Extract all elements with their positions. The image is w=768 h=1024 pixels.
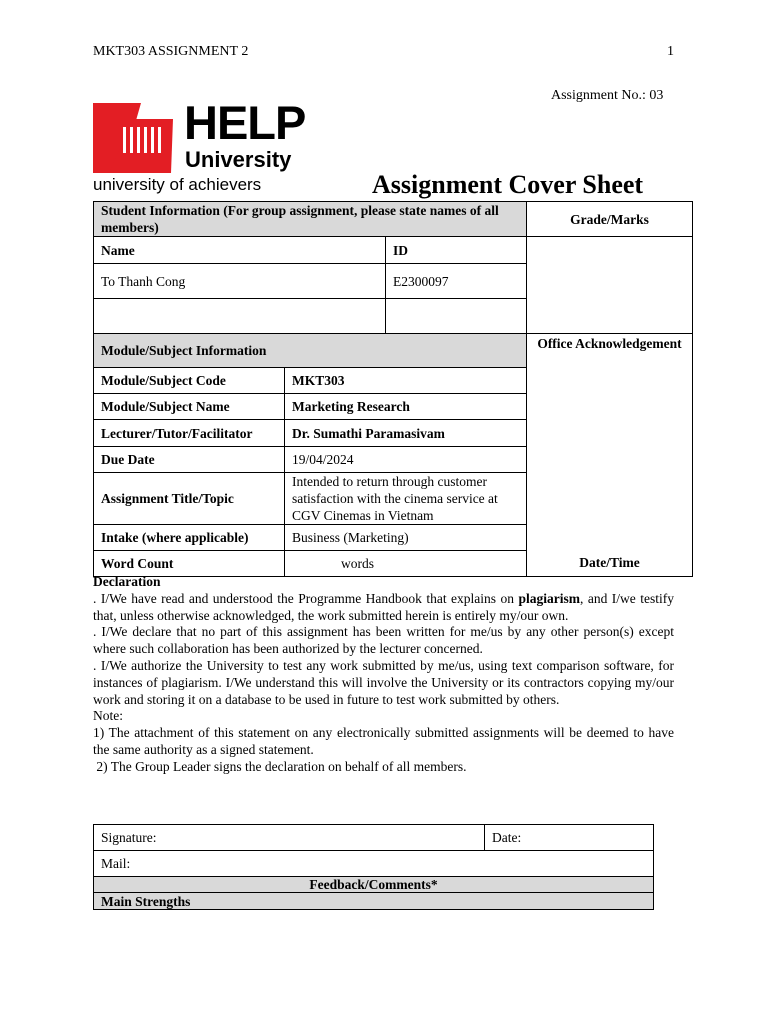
lecturer-label: Lecturer/Tutor/Facilitator [94,420,285,447]
note-1: 1) The attachment of this statement on any electronically submitted assignments will be deemed to have the same authority as a signed statement. [93,725,674,757]
running-title: MKT303 ASSIGNMENT 2 [93,44,249,59]
module-code-label: Module/Subject Code [94,368,285,394]
logo-brand: HELP [184,96,306,149]
page-title: Assignment Cover Sheet [372,170,644,199]
date-time-label: Date/Time [579,555,640,570]
declaration-paragraph-3: . I/We authorize the University to test any work submitted by me/us, using text comparison software, for instances of plagiarism. I/We understand this will involve the University or its contractors copying my/our work and storing it on a database to be used in future to test work submitted by others. [93,657,674,707]
note-2: 2) The Group Leader signs the declaration on behalf of all members. [93,758,467,774]
declaration-section [93,574,674,776]
student-id-cell[interactable] [386,299,527,334]
intake-value[interactable]: Business (Marketing) [285,525,527,551]
student-info-heading: Student Information (For group assignment, please state names of all members) [94,202,527,237]
module-code-value[interactable]: MKT303 [285,368,527,394]
grade-marks-heading: Grade/Marks [527,202,693,237]
id-label: ID [386,237,527,264]
module-info-heading: Module/Subject Information [94,334,527,368]
module-name-label: Module/Subject Name [94,394,285,420]
assignment-title-value[interactable]: Intended to return through customer satisfaction with the cinema service at CGV Cinemas in Vietnam [285,473,527,525]
lecturer-value[interactable]: Dr. Sumathi Paramasivam [285,420,527,447]
assignment-number: Assignment No.: 03 [551,88,664,103]
student-name-cell[interactable]: To Thanh Cong [94,264,386,299]
mail-field[interactable]: Mail: [94,851,654,877]
logo-mark-icon [93,103,177,173]
word-count-label: Word Count [94,551,285,577]
logo-sub: University [185,147,292,172]
module-name-value[interactable]: Marketing Research [285,394,527,420]
note-label: Note: [93,708,123,724]
logo-tagline: university of achievers [93,175,262,194]
assignment-title-label: Assignment Title/Topic [94,473,285,525]
feedback-heading: Feedback/Comments* [94,877,654,893]
declaration-paragraph-1: . I/We have read and understood the Programme Handbook that explains on plagiarism, and I/we testify that, unless otherwise acknowledged, the work submitted herein is entirely my/our own. [93,590,674,623]
cover-sheet-table [93,201,693,577]
office-acknowledgement-heading: Office Acknowledgement [537,336,682,351]
signature-field[interactable]: Signature: [94,825,485,851]
student-id-cell[interactable]: E2300097 [386,264,527,299]
signature-table [93,824,654,910]
declaration-heading: Declaration [93,574,161,589]
office-acknowledgement-cell[interactable] [527,334,693,577]
declaration-paragraph-2: . I/We declare that no part of this assignment has been written for me/us by any other person(s) except where such collaboration has been authorized by the lecturer concerned. [93,624,674,657]
help-university-logo [93,96,323,195]
due-date-value[interactable]: 19/04/2024 [285,447,527,473]
name-label: Name [94,237,386,264]
main-strengths-heading: Main Strengths [94,893,654,910]
date-field[interactable]: Date: [485,825,654,851]
intake-label: Intake (where applicable) [94,525,285,551]
word-count-value[interactable]: words [285,551,527,577]
student-name-cell[interactable] [94,299,386,334]
page-number: 1 [667,44,674,59]
due-date-label: Due Date [94,447,285,473]
grade-marks-field[interactable] [527,237,693,334]
